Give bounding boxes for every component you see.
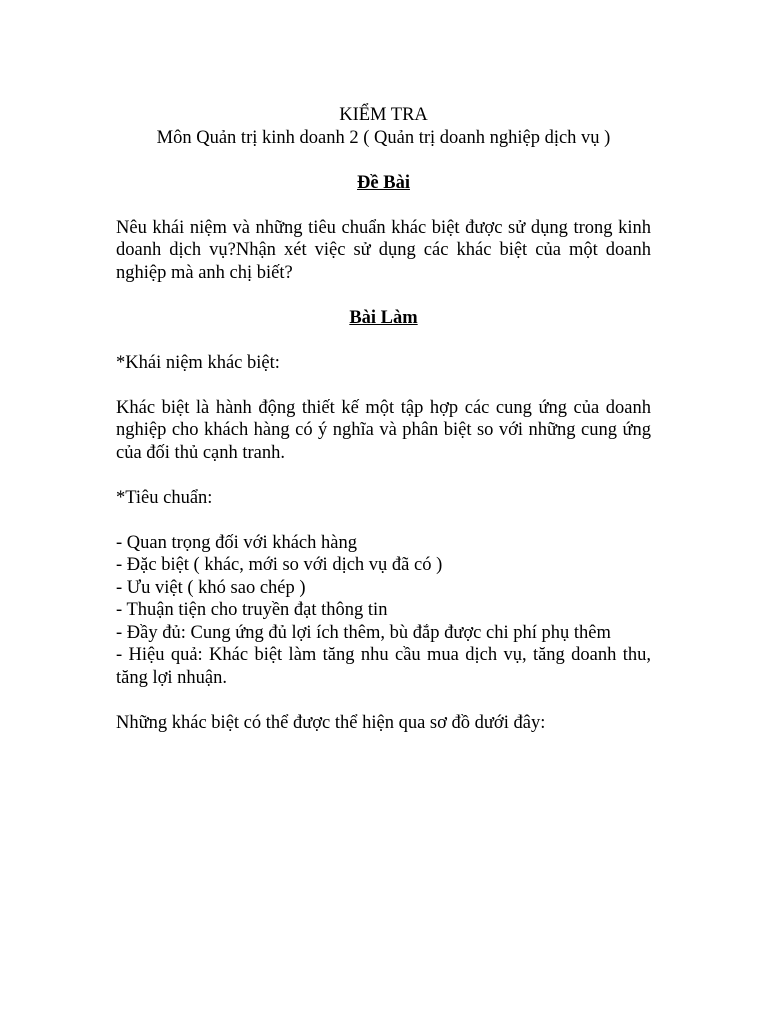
list-item: - Đặc biệt ( khác, mới so với dịch vụ đã có ): [116, 555, 443, 575]
list-item: - Hiệu quả: Khác biệt làm tăng nhu cầu mua dịch vụ, tăng doanh thu, tăng lợi nhuận.: [116, 645, 651, 688]
de-bai-heading-text: Đề Bài: [357, 172, 410, 193]
list-item: - Quan trọng đối với khách hàng: [116, 532, 357, 553]
spacer: [116, 464, 651, 487]
de-bai-heading: [116, 172, 651, 195]
spacer: [116, 329, 651, 352]
document-page: [116, 104, 651, 734]
tieu-chuan-list: [116, 532, 651, 690]
closing-paragraph: Những khác biệt có thể được thể hiện qua sơ đồ dưới đây:: [116, 712, 546, 733]
spacer: [116, 509, 651, 532]
document-title: KIỂM TRA: [339, 105, 428, 125]
khai-niem-label: *Khái niệm khác biệt:: [116, 352, 280, 373]
spacer: [116, 689, 651, 712]
bai-lam-heading: [116, 307, 651, 330]
khai-niem-paragraph: Khác biệt là hành động thiết kế một tập hợp các cung ứng của doanh nghiệp cho khách hàng có ý nghĩa và phân biệt so với những cung ứng của đối thủ cạnh tranh.: [116, 397, 651, 463]
list-item: - Ưu việt ( khó sao chép ): [116, 577, 306, 598]
document-subtitle: Môn Quản trị kinh doanh 2 ( Quản trị doanh nghiệp dịch vụ ): [156, 127, 611, 148]
spacer: [116, 194, 651, 217]
bai-lam-heading-text: Bài Làm: [349, 307, 418, 328]
tieu-chuan-label: *Tiêu chuẩn:: [116, 487, 213, 508]
de-bai-paragraph: Nêu khái niệm và những tiêu chuẩn khác biệt được sử dụng trong kinh doanh dịch vụ?Nhận xét việc sử dụng các khác biệt của một doanh nghiệp mà anh chị biết?: [116, 217, 651, 283]
list-item: - Thuận tiện cho truyền đạt thông tin: [116, 600, 388, 620]
list-item: - Đầy đủ: Cung ứng đủ lợi ích thêm, bù đắp được chi phí phụ thêm: [116, 622, 611, 643]
spacer: [116, 374, 651, 397]
spacer: [116, 149, 651, 172]
spacer: [116, 284, 651, 307]
